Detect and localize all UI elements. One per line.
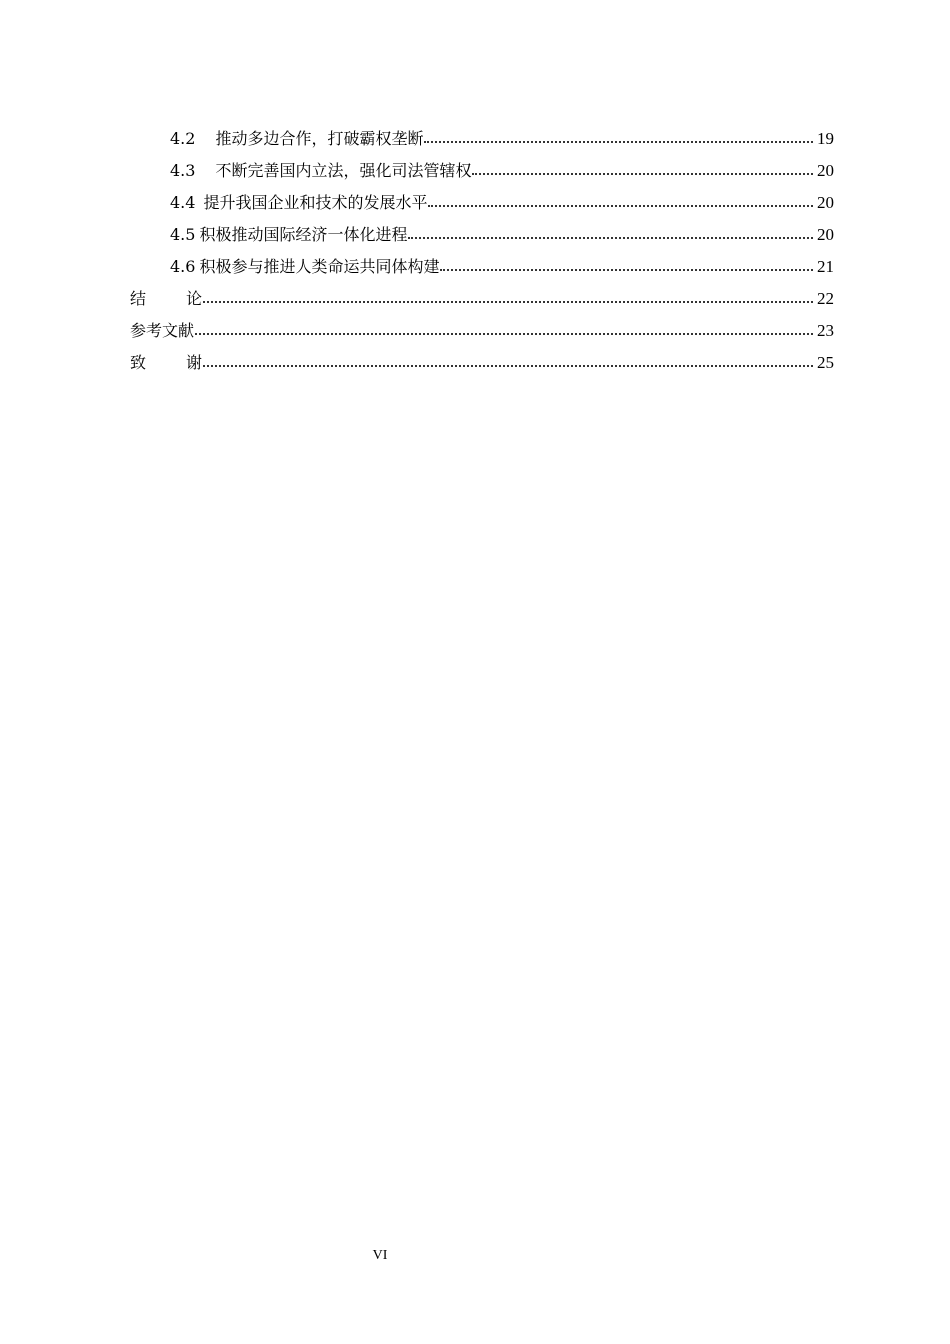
toc-entry-page: 19 <box>817 129 834 148</box>
toc-entry-references[interactable] <box>130 309 834 341</box>
toc-entry-title: 结论 <box>130 289 243 308</box>
toc-entry-page: 25 <box>817 353 834 372</box>
toc-entry-title: 推动多边合作，打破霸权垄断 <box>215 129 424 148</box>
dot-leader <box>440 253 813 271</box>
toc-entry-acknowledgements[interactable] <box>130 341 834 373</box>
toc-entry-conclusion[interactable] <box>130 277 834 309</box>
toc-entry-number: 4.4 <box>170 193 196 212</box>
toc-entry-number: 4.2 <box>170 129 196 148</box>
toc-entry-4-4[interactable] <box>130 181 834 213</box>
toc-entry-page: 23 <box>817 321 834 340</box>
toc-entry-page: 20 <box>817 225 834 244</box>
dot-leader <box>203 285 813 303</box>
toc-entry-number: 4.3 <box>170 161 196 180</box>
toc-entry-page: 20 <box>817 193 834 212</box>
toc-entry-4-6[interactable] <box>130 245 834 277</box>
toc-entry-page: 20 <box>817 161 834 180</box>
toc-entry-page: 21 <box>817 257 834 276</box>
toc-entry-title: 不断完善国内立法，强化司法管辖权 <box>215 161 472 180</box>
toc-entry-4-2[interactable] <box>130 117 834 149</box>
dot-leader <box>472 157 813 175</box>
dot-leader <box>428 189 813 207</box>
table-of-contents <box>130 117 834 373</box>
toc-entry-page: 22 <box>817 289 834 308</box>
toc-entry-number: 4.5 <box>170 225 196 244</box>
dot-leader <box>195 317 813 335</box>
toc-entry-title: 参考文献 <box>130 321 195 340</box>
toc-entry-4-5[interactable] <box>130 213 834 245</box>
dot-leader <box>408 221 813 239</box>
dot-leader <box>424 125 813 143</box>
toc-entry-title: 积极参与推进人类命运共同体构建 <box>199 257 440 276</box>
toc-entry-4-3[interactable] <box>130 149 834 181</box>
dot-leader <box>203 349 813 367</box>
toc-entry-number: 4.6 <box>170 257 196 276</box>
toc-entry-title: 致谢 <box>130 353 243 372</box>
toc-entry-title: 积极推动国际经济一体化进程 <box>199 225 408 244</box>
page-number: VI <box>372 1248 388 1263</box>
toc-entry-title: 提升我国企业和技术的发展水平 <box>203 193 428 212</box>
